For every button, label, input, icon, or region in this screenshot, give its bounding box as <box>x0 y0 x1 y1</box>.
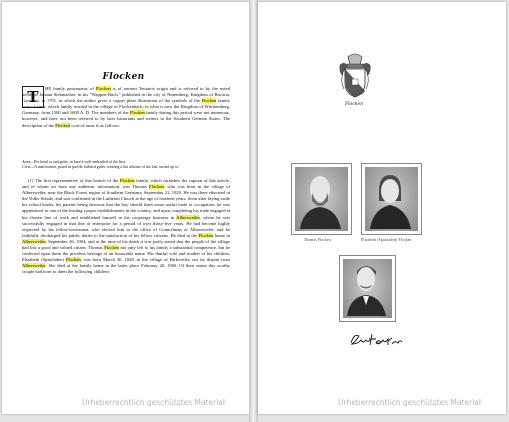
caption-elisabeth: Elisabeth (Spitzfaden) Flocken <box>361 238 412 242</box>
arms-text: —Per bend or and gules, in base a wolf embattled of the first. <box>30 160 126 164</box>
watermark-left: Urheberrechtlich geschütztes Material <box>82 398 226 407</box>
highlighted-term: Flocken <box>198 232 214 238</box>
portrait-figure-icon <box>343 259 390 316</box>
intro-paragraph: HE family patronymic of Flocken is of ancient Teutonic origin and is referred to by the noted heraldist Johann Siebmacher, in his "Wappen-Buch," published in the city of Nuremberg, Kingdom of Bavaria, Germany, in 1701, in which the author gives a copper plate illustration of the symbols of the Flocken family coat-of-arms, which family resided in the village of Flockenbach, in what is now the Kingdom of Württemberg, Germany, from 1500 and 1600 A. D. The members of the Flocken family during this period were not numerous, however, and have not been referred to by later historians and writers in the Southern German States. The description of the Flocken coat-of-arms is as follows: <box>22 86 230 128</box>
highlighted-term: Flocken <box>149 184 164 190</box>
portrait-third <box>339 255 396 322</box>
highlighted-term: Flocken <box>95 86 111 91</box>
crest-text: —A man bonnet, posed in profile, habited gules, wearing a hat affronte of the last, turned up or. <box>30 165 180 169</box>
coat-of-arms-image <box>338 51 372 109</box>
dropcap-letter: T <box>27 88 39 106</box>
portrait-thomas <box>291 163 352 235</box>
highlighted-term: Flocken <box>104 245 120 251</box>
caption-thomas: Thomas Flocken <box>304 238 331 242</box>
book-spine <box>249 0 258 422</box>
highlighted-term: Flocken <box>65 257 81 263</box>
page-title: Flocken <box>102 72 145 82</box>
highlighted-term: Albersweiler <box>22 238 46 244</box>
crest-label: Crest <box>22 165 31 169</box>
portrait-elisabeth <box>361 163 422 235</box>
arms-label: Arms <box>22 160 31 164</box>
portrait-figure-icon <box>295 167 346 229</box>
highlighted-term: Flocken <box>129 110 145 116</box>
highlighted-term: Albersweiler <box>22 263 46 269</box>
highlighted-term: Flocken <box>119 178 135 183</box>
highlighted-term: Flocken <box>201 98 217 104</box>
highlighted-term: Flocken <box>55 122 71 128</box>
genealogy-paragraph: (1) The first representative of this branch of the Flocken family, which furnishes the caption of this article, and of whom we have any authentic information, was Thomas Flocken, who was born in the village of Albersweiler, near the Black Forest region of Southern Germany, September 22, 1829. He was there educated in the Volks-Schule, and was confirmed in the Lutheran Church at the age of fourteen years. Soon after laying aside his school books, his parents being desirous that the boy should learn some useful trade or occupation, he was apprenticed to one of the leading cooper establishments in the country, and upon completing his trade engaged at his chosen line of work and established himself in the cooperage business in Albersweiler, where he was successfully engaged in that line of enterprise for a period of over thirty-five years. He had become highly respected by his fellow-townsmen, who elected him to the office of Councilman of Albersweiler, and he faithfully discharged his public duties to the satisfaction of his fellow citizens. He died at the Flocken home in Albersweiler, September 26, 1904, and at the time of his death it was justly stated that the people of the village had lost a good and valued citizen. Thomas Flocken not only left to his family a substantial competence, but he conferred upon them the priceless heritage of an honorable name. His dutiful wife and mother of his children, Elizabeth (Spitzfaden) Flocken, was born March 30, 1828, in the village of Birkweiler, not far distant from Albersweiler. She died at the family home in the latter place February 20, 1906. Of their union this worthy couple had born to them the following children: <box>22 178 230 275</box>
arms-description <box>22 160 230 170</box>
portrait-figure-icon <box>365 167 416 229</box>
signature-image <box>348 331 404 349</box>
crest-caption: Flocken <box>345 102 364 107</box>
watermark-right: Urheberrechtlich geschütztes Material <box>338 398 482 407</box>
highlighted-term: Albersweiler <box>176 214 200 220</box>
crest-line <box>22 165 230 170</box>
